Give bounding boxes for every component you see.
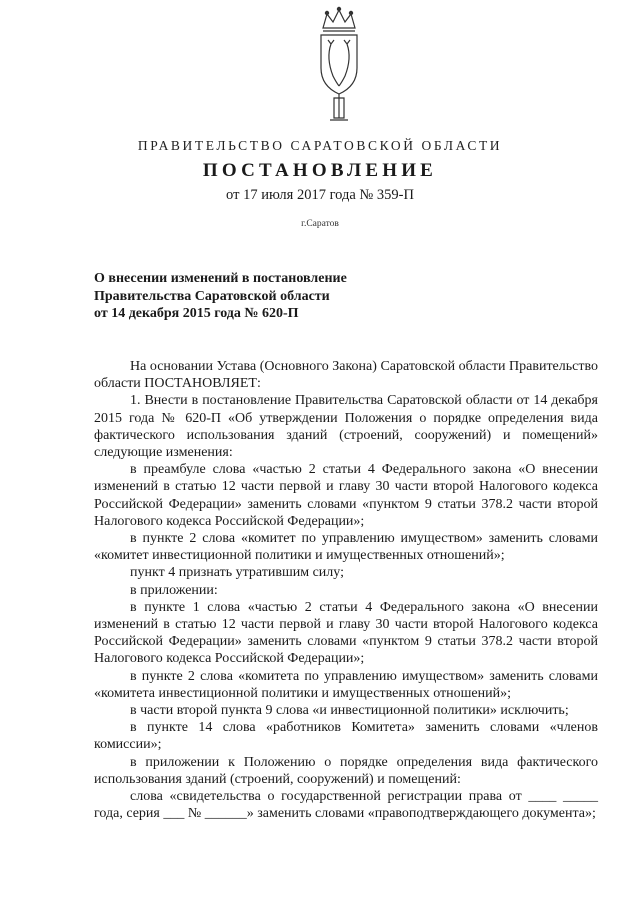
subject-line: Правительства Саратовской области: [94, 288, 330, 304]
body-paragraph: в преамбуле слова «частью 2 статьи 4 Федерального закона «О внесении изменений в статью 12 части первой и главу 30 части второй Налогового кодекса Российской Федерации» заменить словами «пунктом 9 статьи 378.2 части второй Налогового кодекса Российской Федерации»;: [94, 462, 598, 529]
document-body: [94, 358, 598, 822]
body-paragraph: в части второй пункта 9 слова «и инвестиционной политики» исключить;: [130, 703, 569, 719]
body-paragraph: 1. Внести в постановление Правительства Саратовской области от 14 декабря 2015 года № 620-П «Об утверждении Положения о порядке определения вида фактического использования зданий (строений, сооружений) и помещений» следующие изменения:: [94, 393, 598, 461]
body-paragraph: в пункте 14 слова «работников Комитета» заменить словами «членов комиссии»;: [94, 720, 598, 753]
document-date-number: от 17 июля 2017 года № 359-П: [226, 187, 414, 203]
body-paragraph: в приложении:: [130, 582, 218, 598]
saratov-coat-of-arms-icon: [312, 6, 366, 124]
document-subject: [94, 270, 474, 323]
document-type: ПОСТАНОВЛЕНИЕ: [202, 160, 438, 181]
document-city: г.Саратов: [301, 219, 339, 229]
subject-line: О внесении изменений в постановление: [94, 271, 347, 286]
body-paragraph: слова «свидетельства о государственной регистрации права от ____ _____ года, серия ___ № ______» заменить словами «правоподтверждающего документа»;: [94, 789, 598, 822]
body-paragraph: в приложении к Положению о порядке определения вида фактического использования зданий (строений, сооружений) и помещений:: [94, 754, 598, 787]
government-title: ПРАВИТЕЛЬСТВО САРАТОВСКОЙ ОБЛАСТИ: [137, 138, 503, 153]
subject-line: от 14 декабря 2015 года № 620-П: [94, 306, 299, 321]
body-paragraph: На основании Устава (Основного Закона) Саратовской области Правительство области ПОСТАНОВЛЯЕТ:: [94, 359, 598, 392]
body-paragraph: в пункте 1 слова «частью 2 статьи 4 Федерального закона «О внесении изменений в статью 12 части первой и главу 30 части второй Налогового кодекса Российской Федерации» заменить словами «пунктом 9 статьи 378.2 части второй Налогового кодекса Российской Федерации»;: [94, 599, 598, 667]
body-paragraph: в пункте 2 слова «комитета по управлению имуществом» заменить словами «комитета инвестиционной политики и имущественных отношений»;: [94, 668, 598, 701]
body-paragraph: пункт 4 признать утратившим силу;: [130, 565, 344, 581]
body-paragraph: в пункте 2 слова «комитет по управлению имуществом» заменить словами «комитет инвестиционной политики и имущественных отношений»;: [94, 531, 598, 564]
